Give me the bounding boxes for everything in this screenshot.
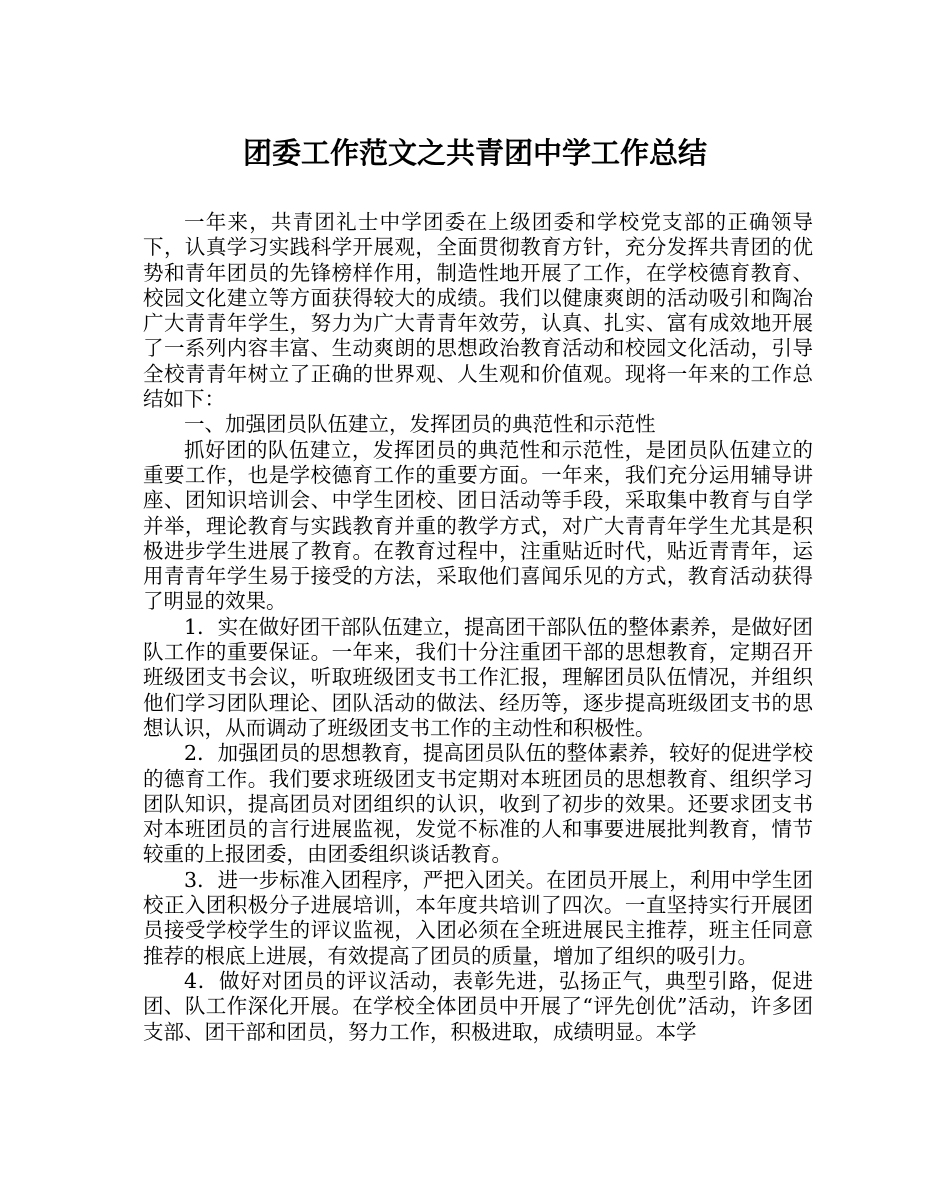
document-body bbox=[143, 210, 813, 1045]
paragraph-team-building: 抓好团的队伍建立，发挥团员的典范性和示范性，是团员队伍建立的重要工作，也是学校德育工作的重要方面。一年来，我们充分运用辅导讲座、团知识培训会、中学生团校、团日活动等手段，采取集中教育与自学并举，理论教育与实践教育并重的教学方式，对广大青青年学生尤其是积极进步学生进展了教育。在教育过程中，注重贴近时代，贴近青青年，运用青青年学生易于接受的方法，采取他们喜闻乐见的方式，教育活动获得了明显的效果。 bbox=[143, 437, 813, 614]
paragraph-item-3: 3．进一步标准入团程序，严把入团关。在团员开展上，利用中学生团校正入团积极分子进展培训，本年度共培训了四次。一直坚持实行开展团员接受学校学生的评议监视，入团必须在全班进展民主推荐，班主任同意推荐的根底上进展，有效提高了团员的质量，增加了组织的吸引力。 bbox=[143, 867, 813, 968]
paragraph-item-2: 2．加强团员的思想教育，提高团员队伍的整体素养，较好的促进学校的德育工作。我们要求班级团支书定期对本班团员的思想教育、组织学习团队知识，提高团员对团组织的认识，收到了初步的效果。还要求团支书对本班团员的言行进展监视，发觉不标准的人和事要进展批判教育，情节较重的上报团委，由团委组织谈话教育。 bbox=[143, 741, 813, 867]
paragraph-intro: 一年来，共青团礼士中学团委在上级团委和学校党支部的正确领导下，认真学习实践科学开展观，全面贯彻教育方针，充分发挥共青团的优势和青年团员的先锋榜样作用，制造性地开展了工作，在学校德育教育、校园文化建立等方面获得较大的成绩。我们以健康爽朗的活动吸引和陶冶广大青青年学生，努力为广大青青年效劳，认真、扎实、富有成效地开展了一系列内容丰富、生动爽朗的思想政治教育活动和校园文化活动，引导全校青青年树立了正确的世界观、人生观和价值观。现将一年来的工作总结如下： bbox=[143, 210, 813, 412]
paragraph-item-4: 4．做好对团员的评议活动，表彰先进，弘扬正气，典型引路，促进团、队工作深化开展。在学校全体团员中开展了“评先创优”活动，许多团支部、团干部和团员，努力工作，积极进取，成绩明显。本学 bbox=[143, 968, 813, 1044]
document-title: 团委工作范文之共青团中学工作总结 bbox=[242, 136, 707, 170]
paragraph-item-1: 1．实在做好团干部队伍建立，提高团干部队伍的整体素养，是做好团队工作的重要保证。一年来，我们十分注重团干部的思想教育，定期召开班级团支书会议，听取班级团支书工作汇报，理解团员队伍情况，并组织他们学习团队理论、团队活动的做法、经历等，逐步提高班级团支书的思想认识，从而调动了班级团支书工作的主动性和积极性。 bbox=[143, 614, 813, 740]
paragraph-section-heading: 一、加强团员队伍建立，发挥团员的典范性和示范性 bbox=[184, 412, 656, 437]
